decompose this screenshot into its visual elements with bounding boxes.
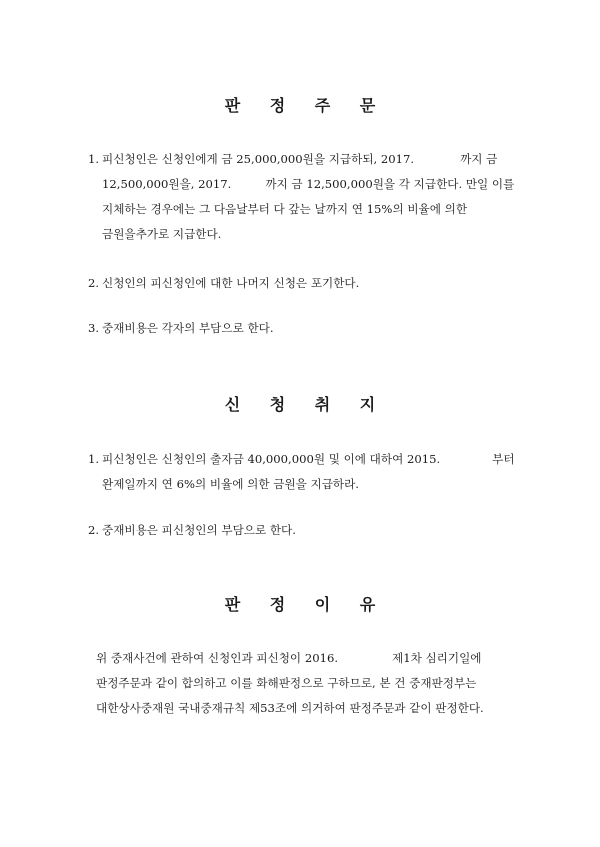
ruling-item-2-line-1: 신청인의 피신청인에 대한 나머지 신청은 포기한다. <box>102 276 360 290</box>
reasons-line-2: 판정주문과 같이 합의하고 이를 화해판정으로 구하므로, 본 건 중재판정부는 <box>96 676 477 690</box>
ruling-item-3-line-1: 중재비용은 각자의 부담으로 한다. <box>102 321 274 335</box>
ruling-heading: 판 정 주 문 <box>224 96 388 115</box>
ruling-item-3-number: 3. <box>88 321 100 335</box>
claim-item-1-number: 1. <box>88 452 100 466</box>
reasons-heading: 판 정 이 유 <box>224 595 388 614</box>
ruling-item-1-line-2-text: 12,500,000원을, 2017. <box>102 177 232 191</box>
ruling-item-1-line-2 <box>88 172 528 197</box>
claim-item-2-number: 2. <box>88 523 100 537</box>
claim-item-1-line-1 <box>88 447 528 472</box>
claim-item-1-line-2: 완제일까지 연 6%의 비율에 의한 금원을 지급하라. <box>102 477 359 491</box>
ruling-item-3 <box>88 316 528 341</box>
reasons-line-3: 대한상사중재원 국내중재규칙 제53조에 의거하여 판정주문과 같이 판정한다. <box>96 701 484 715</box>
reasons-line-1 <box>96 646 536 671</box>
reasons-body <box>96 646 536 721</box>
claim-item-2-line-1: 중재비용은 피신청인의 부담으로 한다. <box>102 523 296 537</box>
ruling-item-1-number: 1. <box>88 152 100 166</box>
reasons-line-1-tail: 제1차 심리기일에 <box>392 651 482 665</box>
claim-heading: 신 청 취 지 <box>224 395 388 414</box>
claim-item-1-line-1-text: 피신청인은 신청인의 출자금 40,000,000원 및 이에 대하여 2015. <box>102 452 441 466</box>
ruling-item-1-line-2-tail: 까지 금 12,500,000원을 각 지급한다. 만일 이를 <box>265 177 515 191</box>
claim-item-1 <box>88 447 528 497</box>
reasons-line-1-text: 위 중재사건에 관하여 신청인과 피신청이 2016. <box>96 651 339 665</box>
claim-item-1-line-1-tail: 부터 <box>492 452 515 466</box>
ruling-item-1-line-1 <box>88 147 528 172</box>
ruling-item-1-line-3: 지체하는 경우에는 그 다음날부터 다 갚는 날까지 연 15%의 비율에 의한 <box>102 202 468 216</box>
ruling-item-1-line-1-tail: 까지 금 <box>460 152 498 166</box>
ruling-item-1 <box>88 147 528 247</box>
ruling-item-1-line-4: 금원을추가로 지급한다. <box>102 227 222 241</box>
ruling-item-1-line-1-text: 피신청인은 신청인에게 금 25,000,000원을 지급하되, 2017. <box>102 152 415 166</box>
ruling-item-2-number: 2. <box>88 276 100 290</box>
ruling-item-2 <box>88 271 528 296</box>
claim-item-2 <box>88 518 528 543</box>
